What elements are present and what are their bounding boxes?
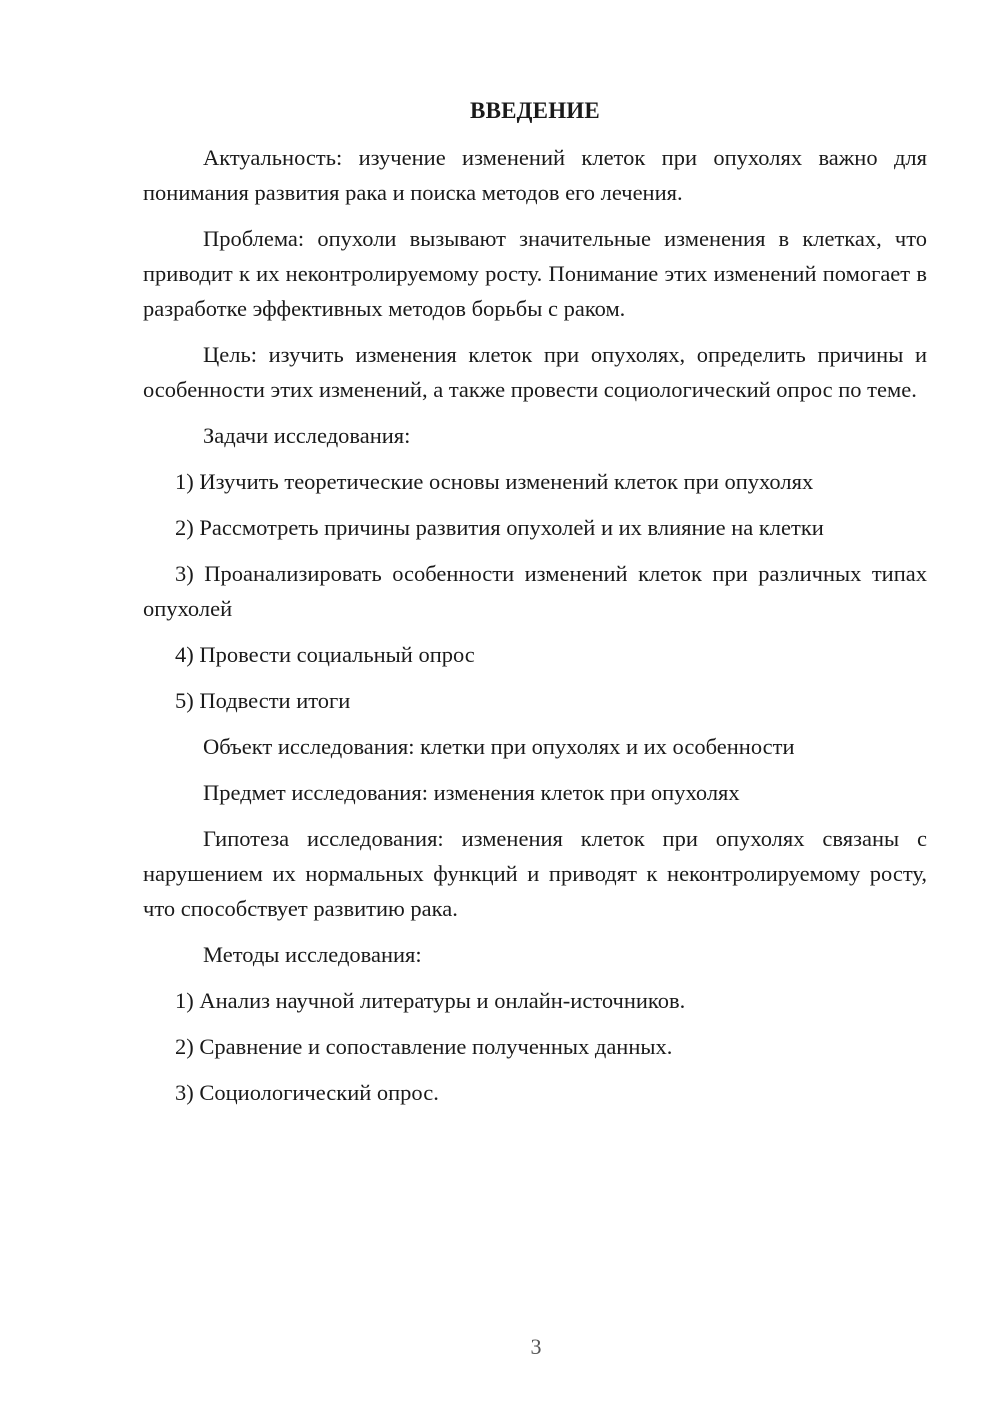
document-body bbox=[143, 93, 927, 1110]
task-item: 1) Изучить теоретические основы изменений клеток при опухолях bbox=[175, 469, 814, 494]
hypothesis-paragraph: Гипотеза исследования: изменения клеток при опухолях связаны с нарушением их нормальных функций и приводят к неконтролируемому росту, что способствует развитию рака. bbox=[143, 826, 927, 921]
subject-paragraph: Предмет исследования: изменения клеток при опухолях bbox=[203, 780, 740, 805]
method-item: 1) Анализ научной литературы и онлайн-источников. bbox=[175, 988, 686, 1013]
page-number: 3 bbox=[530, 1334, 542, 1359]
goal-paragraph: Цель: изучить изменения клеток при опухолях, определить причины и особенности этих изменений, а также провести социологический опрос по теме. bbox=[143, 342, 927, 402]
methods-title: Методы исследования: bbox=[203, 942, 422, 967]
task-item: 5) Подвести итоги bbox=[175, 688, 351, 713]
task-item: 4) Провести социальный опрос bbox=[175, 642, 475, 667]
relevance-paragraph: Актуальность: изучение изменений клеток при опухолях важно для понимания развития рака и поиска методов его лечения. bbox=[143, 145, 927, 205]
method-item: 3) Социологический опрос. bbox=[175, 1080, 439, 1105]
tasks-title: Задачи исследования: bbox=[203, 423, 411, 448]
task-item: 3) Проанализировать особенности изменений клеток при различных типах опухолей bbox=[143, 561, 927, 621]
object-paragraph: Объект исследования: клетки при опухолях и их особенности bbox=[203, 734, 795, 759]
method-item: 2) Сравнение и сопоставление полученных данных. bbox=[175, 1034, 673, 1059]
section-heading: ВВЕДЕНИЕ bbox=[470, 98, 600, 123]
problem-paragraph: Проблема: опухоли вызывают значительные изменения в клетках, что приводит к их неконтролируемому росту. Понимание этих изменений помогает в разработке эффективных методов борьбы с раком. bbox=[143, 226, 927, 321]
task-item: 2) Рассмотреть причины развития опухолей и их влияние на клетки bbox=[175, 515, 824, 540]
